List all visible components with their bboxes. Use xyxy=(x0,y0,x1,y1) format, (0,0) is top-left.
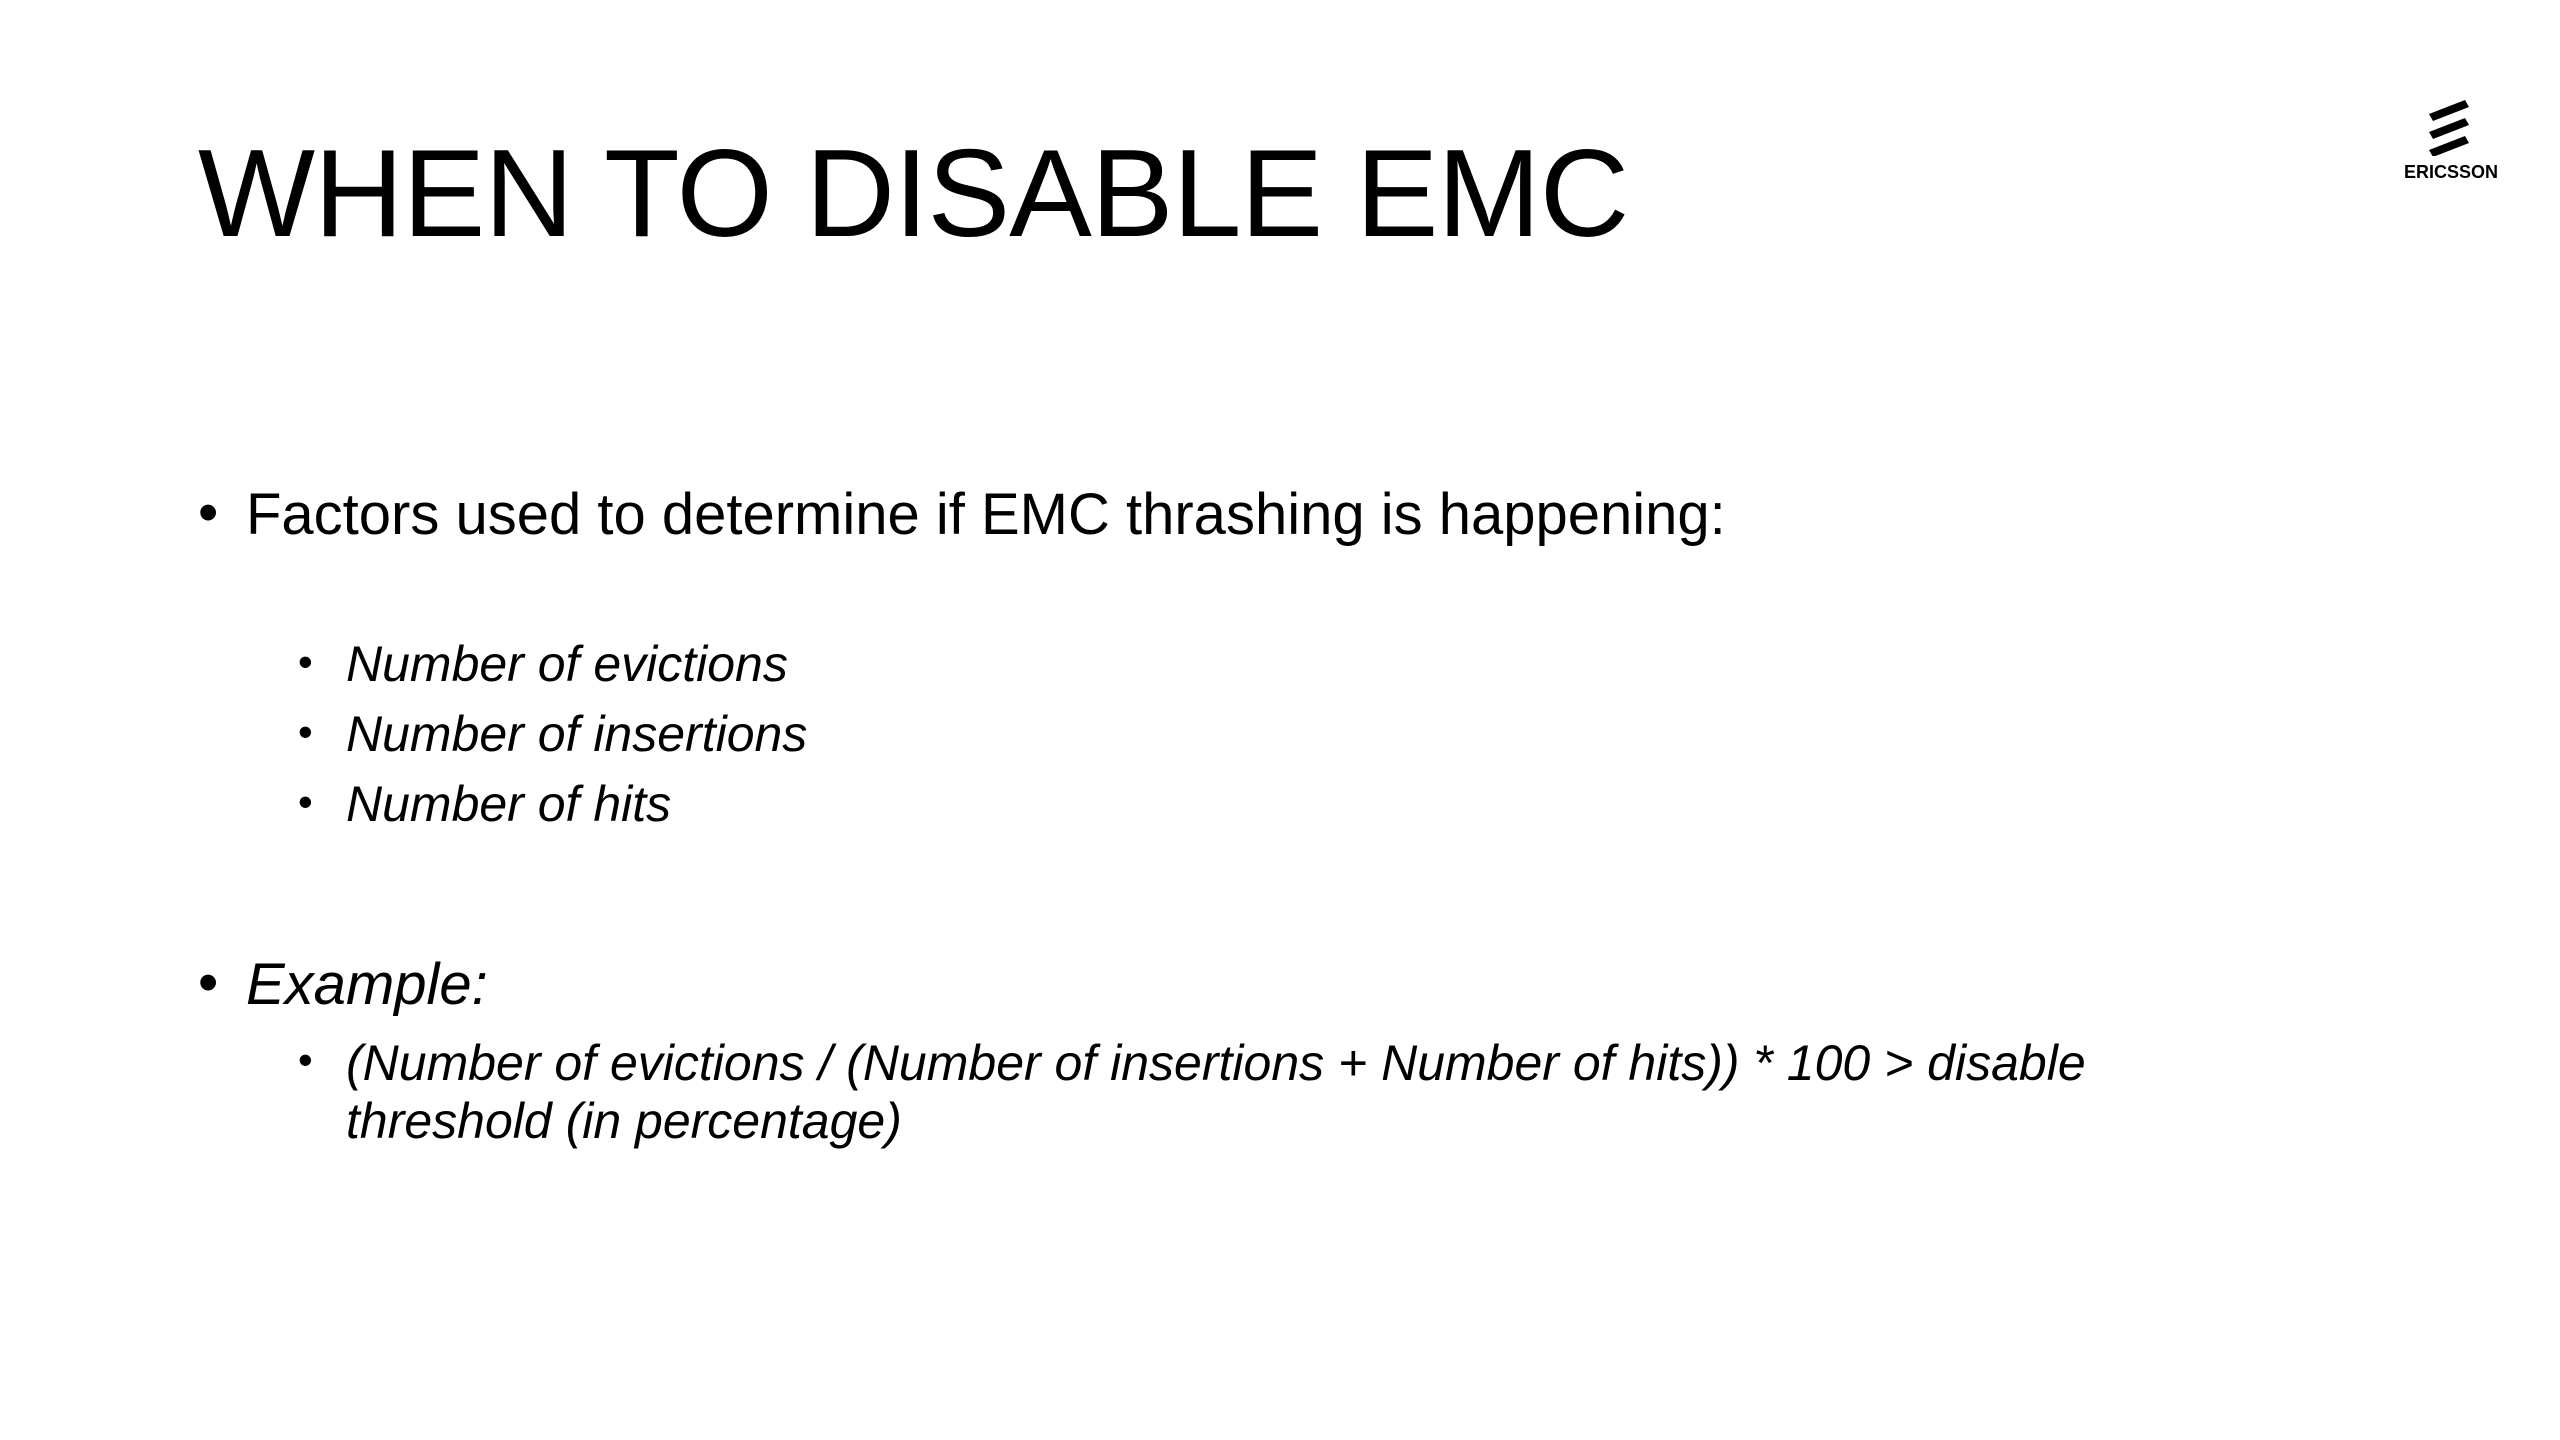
ericsson-logo-wordmark: ERICSSON xyxy=(2403,162,2499,182)
bullet-text: Example: xyxy=(246,952,488,1017)
sub-bullet-text: (Number of evictions / (Number of insertions + Number of hits)) * 100 > disable threshold (in percentage) xyxy=(346,1035,2086,1149)
bullet-glyph: • xyxy=(298,778,313,825)
bullet-text: Factors used to determine if EMC thrashing is happening: xyxy=(246,482,1726,547)
ericsson-logo-icon xyxy=(2425,100,2473,156)
bullet-glyph: • xyxy=(298,638,313,685)
slide-title: WHEN TO DISABLE EMC xyxy=(198,125,1629,263)
sub-bullet-text: Number of evictions xyxy=(346,636,788,692)
bullet-glyph: • xyxy=(198,480,219,545)
bullet-glyph: • xyxy=(298,1036,313,1083)
bullet-glyph: • xyxy=(198,950,219,1015)
ericsson-logo xyxy=(2396,96,2506,186)
sub-bullet-text: Number of hits xyxy=(346,776,672,832)
bullet-glyph: • xyxy=(298,708,313,755)
sub-bullet-text: Number of insertions xyxy=(346,706,808,762)
